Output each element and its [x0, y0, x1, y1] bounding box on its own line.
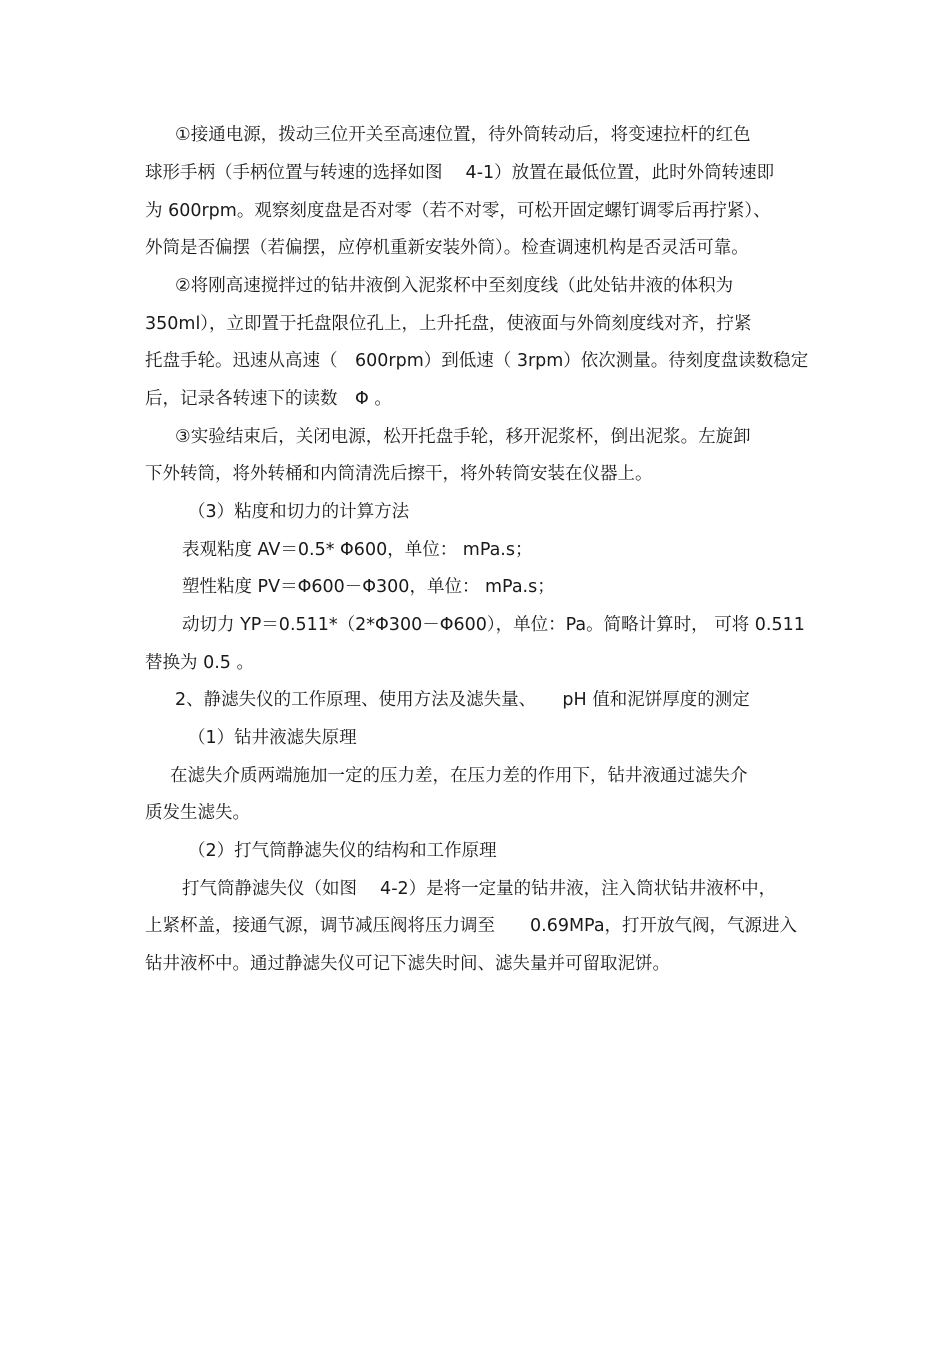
paragraph-line: ③实验结束后，关闭电源，松开托盘手轮，移开泥浆杯，倒出泥浆。左旋卸	[175, 427, 751, 447]
formula-line: 动切力 YP＝0.511*（2*Φ300－Φ600），单位：Pa。简略计算时， 可将 0.511	[182, 615, 805, 635]
section-heading: 2、静滤失仪的工作原理、使用方法及滤失量、 pH 值和泥饼厚度的测定	[175, 690, 750, 710]
paragraph-line: ①接通电源，拨动三位开关至高速位置，待外筒转动后，将变速拉杆的红色	[175, 125, 751, 145]
paragraph-line: ②将刚高速搅拌过的钻井液倒入泥浆杯中至刻度线（此处钻井液的体积为	[175, 276, 734, 296]
paragraph-line: 替换为 0.5 。	[145, 653, 254, 673]
paragraph-line: 350ml），立即置于托盘限位孔上，上升托盘，使液面与外筒刻度线对齐，拧紧	[145, 314, 752, 334]
section-heading: （3）粘度和切力的计算方法	[188, 502, 410, 522]
formula-line: 表观粘度 AV＝0.5* Φ600，单位： mPa.s；	[182, 540, 533, 560]
paragraph-line: 质发生滤失。	[145, 803, 250, 823]
section-heading: （1）钻井液滤失原理	[188, 728, 357, 748]
paragraph-line: 后，记录各转速下的读数 Φ 。	[145, 389, 392, 409]
formula-line: 塑性粘度 PV＝Φ600－Φ300，单位： mPa.s；	[182, 577, 555, 597]
paragraph-line: 打气筒静滤失仪（如图 4-2）是将一定量的钻井液，注入筒状钻井液杯中，	[182, 879, 777, 899]
paragraph-line: 上紧杯盖，接通气源，调节减压阀将压力调至 0.69MPa，打开放气阀，气源进入	[145, 916, 798, 936]
paragraph-line: 钻井液杯中。通过静滤失仪可记下滤失时间、滤失量并可留取泥饼。	[145, 954, 670, 974]
paragraph-line: 外筒是否偏摆（若偏摆，应停机重新安装外筒）。检查调速机构是否灵活可靠。	[145, 238, 749, 258]
paragraph-line: 在滤失介质两端施加一定的压力差，在压力差的作用下，钻井液通过滤失介	[170, 766, 748, 786]
paragraph-line: 为 600rpm。观察刻度盘是否对零（若不对零，可松开固定螺钉调零后再拧紧）、	[145, 201, 771, 221]
paragraph-line: 托盘手轮。迅速从高速（ 600rpm）到低速（ 3rpm）依次测量。待刻度盘读数稳定	[145, 351, 809, 371]
paragraph-line: 下外转筒，将外转桶和内筒清洗后擦干，将外转筒安装在仪器上。	[145, 464, 653, 484]
paragraph-line: 球形手柄（手柄位置与转速的选择如图 4-1）放置在最低位置，此时外筒转速即	[145, 163, 775, 183]
section-heading: （2）打气筒静滤失仪的结构和工作原理	[188, 841, 497, 861]
